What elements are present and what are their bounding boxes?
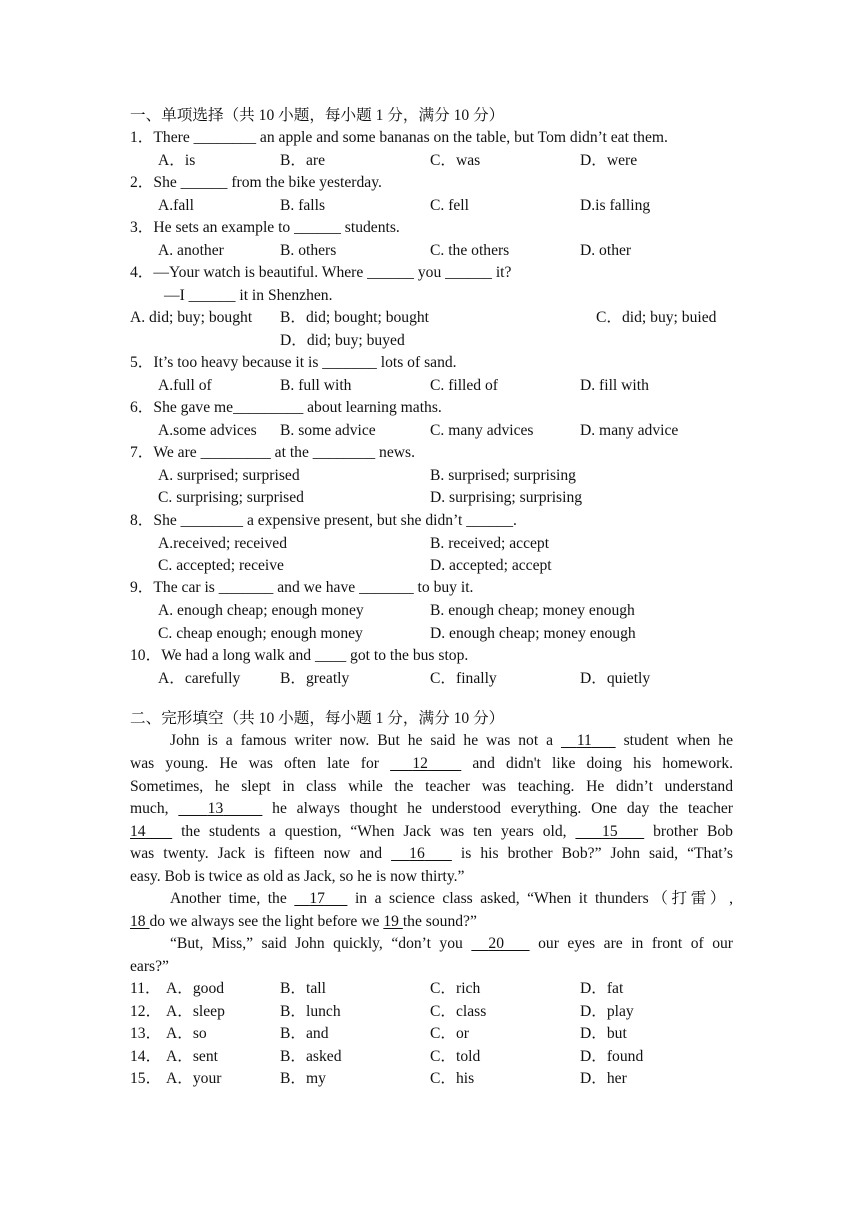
passage-text: the sound?” <box>402 913 477 930</box>
cloze-14-option-d: D．found <box>580 1048 644 1065</box>
blank-18: 18 <box>130 913 146 930</box>
question-1-option-c: C．was <box>430 152 481 169</box>
question-1-option-b: B．are <box>280 152 326 169</box>
question-3-option-d: D. other <box>580 242 632 259</box>
question-1-option-d: D．were <box>580 152 638 169</box>
blank-14: 14 <box>130 823 146 840</box>
passage-text: “But, Miss,” said John quickly, “don’t you <box>170 935 463 952</box>
cloze-11-option-b: B．tall <box>280 980 326 997</box>
question-4-stem-reply: —I ______ it in Shenzhen. <box>164 287 333 304</box>
question-9-option-d: D. enough cheap; money enough <box>430 625 636 642</box>
question-9-option-a: A. enough cheap; enough money <box>158 602 364 619</box>
question-10-option-d: D．quietly <box>580 670 651 687</box>
cloze-13-option-d: D．but <box>580 1025 627 1042</box>
question-3-option-b: B. others <box>280 242 337 259</box>
cloze-13-number: 13． <box>130 1025 162 1042</box>
question-5-option-b: B. full with <box>280 377 352 394</box>
cloze-11-number: 11． <box>130 980 161 997</box>
question-5-stem: 5．It’s too heavy because it is _______ lots of sand. <box>130 354 457 371</box>
cloze-14-option-a: A．sent <box>166 1048 218 1065</box>
question-6-option-b: B. some advice <box>280 422 376 439</box>
cloze-13-option-a: A．so <box>166 1025 207 1042</box>
question-10-option-c: C．finally <box>430 670 497 687</box>
passage-line-9 <box>130 912 477 932</box>
question-8-option-b: B. received; accept <box>430 535 550 552</box>
question-8-stem: 8．She ________ a expensive present, but she didn’t ______. <box>130 512 517 529</box>
section2-heading: 二、完形填空（共 10 小题，每小题 1 分，满分 10 分） <box>130 710 505 727</box>
question-8-option-c: C. accepted; receive <box>158 557 284 574</box>
passage-line-2 <box>130 754 733 774</box>
blank-13: 13 <box>207 800 224 817</box>
blank-17: 17 <box>309 890 325 907</box>
question-7-option-a: A. surprised; surprised <box>158 467 300 484</box>
passage-text: he always thought he understood everything. One day the teacher <box>272 800 733 817</box>
cloze-12-option-d: D．play <box>580 1003 634 1020</box>
question-9-option-b: B. enough cheap; money enough <box>430 602 635 619</box>
passage-text: was twenty. Jack is fifteen now and <box>130 845 382 862</box>
cloze-12-option-c: C．class <box>430 1003 487 1020</box>
passage-line-6 <box>130 844 733 864</box>
passage-text: brother Bob <box>653 823 733 840</box>
blank-12: 12 <box>412 755 428 772</box>
passage-text: the students a question, “When Jack was ten years old, <box>181 823 567 840</box>
question-5-option-c: C. filled of <box>430 377 498 394</box>
question-6-option-c: C. many advices <box>430 422 534 439</box>
passage-line-4 <box>130 799 733 819</box>
cloze-15-option-d: D．her <box>580 1070 627 1087</box>
passage-text: Another time, the <box>170 890 287 907</box>
question-10-stem: 10．We had a long walk and ____ got to the bus stop. <box>130 647 469 664</box>
cloze-11-option-c: C．rich <box>430 980 481 997</box>
passage-text: student when he <box>623 732 733 749</box>
question-5-option-a: A.full of <box>158 377 212 394</box>
cloze-15-option-a: A．your <box>166 1070 222 1087</box>
passage-text: do we always see the light before we <box>149 913 380 930</box>
question-7-option-c: C. surprising; surprised <box>158 489 304 506</box>
question-9-option-c: C. cheap enough; enough money <box>158 625 363 642</box>
question-4-option-b: B．did; bought; bought <box>280 309 430 326</box>
cloze-11-option-a: A．good <box>166 980 225 997</box>
question-8-option-d: D. accepted; accept <box>430 557 552 574</box>
cloze-14-option-c: C．told <box>430 1048 481 1065</box>
question-2-option-c: C. fell <box>430 197 469 214</box>
question-10-option-a: A．carefully <box>158 670 241 687</box>
question-5-option-d: D. fill with <box>580 377 649 394</box>
question-4-option-a: A. did; buy; bought <box>130 309 253 326</box>
question-1-stem: 1．There ________ an apple and some bananas on the table, but Tom didn’t eat them. <box>130 129 668 146</box>
question-2-stem: 2．She ______ from the bike yesterday. <box>130 174 382 191</box>
section1-heading: 一、单项选择（共 10 小题，每小题 1 分，满分 10 分） <box>130 107 505 124</box>
question-7-option-d: D. surprising; surprising <box>430 489 583 506</box>
cloze-15-option-b: B．my <box>280 1070 326 1087</box>
question-6-stem: 6．She gave me_________ about learning maths. <box>130 399 442 416</box>
passage-line-1 <box>130 731 733 751</box>
passage-text: much, <box>130 800 169 817</box>
question-8-option-a: A.received; received <box>158 535 287 552</box>
passage-text: and didn't like doing his homework. <box>472 755 734 772</box>
cloze-15-option-c: C．his <box>430 1070 475 1087</box>
passage-line-5 <box>130 822 733 842</box>
cloze-14-number: 14． <box>130 1048 162 1065</box>
passage-line-8 <box>130 889 733 909</box>
question-4-option-d: D．did; buy; buyed <box>280 332 405 349</box>
cloze-12-number: 12． <box>130 1003 162 1020</box>
cloze-11-option-d: D．fat <box>580 980 624 997</box>
cloze-12-option-a: A．sleep <box>166 1003 225 1020</box>
passage-text: in a science class asked, “When it thunders（打雷）, <box>354 890 733 907</box>
blank-20: 20 <box>488 935 504 952</box>
question-10-option-b: B．greatly <box>280 670 350 687</box>
passage-line-7: easy. Bob is twice as old as Jack, so he is now thirty.” <box>130 868 465 885</box>
question-9-stem: 9．The car is _______ and we have _______ to buy it. <box>130 579 474 596</box>
question-6-option-a: A.some advices <box>158 422 257 439</box>
blank-19: 19 <box>383 913 399 930</box>
cloze-13-option-b: B．and <box>280 1025 329 1042</box>
blank-15: 15 <box>602 823 618 840</box>
cloze-12-option-b: B．lunch <box>280 1003 341 1020</box>
passage-text: our eyes are in front of our <box>538 935 733 952</box>
cloze-15-number: 15． <box>130 1070 162 1087</box>
question-7-stem: 7．We are _________ at the ________ news. <box>130 444 416 461</box>
passage-text: was young. He was often late for <box>130 755 379 772</box>
passage-text: is his brother Bob?” John said, “That’s <box>460 845 733 862</box>
blank-11: 11 <box>576 732 592 749</box>
question-2-option-a: A.fall <box>158 197 194 214</box>
question-2-option-d: D.is falling <box>580 197 651 214</box>
question-1-option-a: A．is <box>158 152 196 169</box>
question-3-option-c: C. the others <box>430 242 510 259</box>
passage-line-10 <box>130 934 733 954</box>
question-3-option-a: A. another <box>158 242 224 259</box>
cloze-14-option-b: B．asked <box>280 1048 342 1065</box>
question-3-stem: 3．He sets an example to ______ students. <box>130 219 400 236</box>
question-4-option-c: C．did; buy; buied <box>596 309 717 326</box>
question-2-option-b: B. falls <box>280 197 326 214</box>
passage-line-11: ears?” <box>130 958 169 975</box>
blank-16: 16 <box>409 845 425 862</box>
passage-line-3: Sometimes, he slept in class while the teacher was teaching. He didn’t understand <box>130 778 733 795</box>
question-4-stem: 4．—Your watch is beautiful. Where ______ you ______ it? <box>130 264 512 281</box>
question-6-option-d: D. many advice <box>580 422 679 439</box>
question-7-option-b: B. surprised; surprising <box>430 467 576 484</box>
passage-text: John is a famous writer now. But he said he was not a <box>170 732 554 749</box>
cloze-13-option-c: C．or <box>430 1025 469 1042</box>
